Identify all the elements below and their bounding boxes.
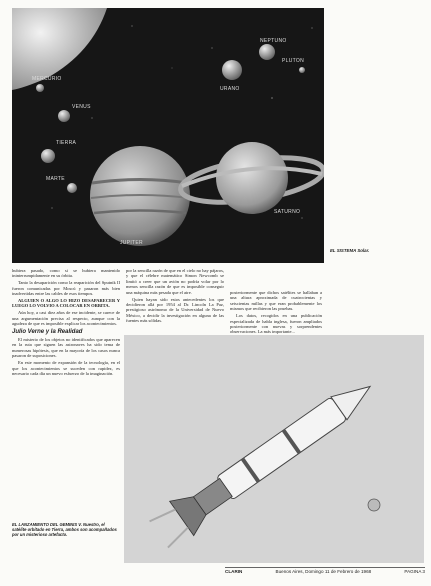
col1-para-6: En este momento de expansión de la tecnología, en el que los acontecimientos se suceden con rapidez, es necesario cada día un nuevo esfuerzo de la imaginación.	[12, 360, 120, 376]
top-caption	[330, 248, 422, 254]
jupiter-planet	[90, 146, 190, 246]
col1-para-4: Aún hoy, a casi diez años de ese incidente, se carece de una argumentación precisa al respecto, aunque con la agudeza de que es imposible explicar los acontecimientos.	[12, 310, 120, 327]
mars-planet	[67, 183, 77, 193]
col1-para-1: hubiera pasado, como si se hubiera mantenido ininterrumpidamente en su órbita.	[12, 268, 120, 279]
col2-para-2: Quien hayan sido estos antecedentes los que decidieron allá por 1954 al Dr. Lincoln La Paz, prestigioso astrónomo de la Universidad de Nuevo México, a decidir la investigación en alguna de las fuentes más sólidas.	[126, 296, 224, 324]
mercury-planet	[36, 84, 44, 92]
col3-para-1: posteriormente que dichos satélites se hallaban a una altura aproximada de cuatrocientas y seiscientas millas y que eran probablemente los mismos que recibieron las pruebas.	[230, 290, 322, 312]
solar-system-illustration	[12, 8, 324, 263]
bottom-caption	[12, 522, 120, 538]
footer-brand: CLARIN	[225, 569, 243, 574]
bottom-caption-text: EL LANZAMIENTO DEL GEMINIS V. Nuestro, el satélite orbitado en Tierra, ambos son acompañados por un misterioso artefacto.	[12, 522, 117, 538]
label-mars: MARTE	[46, 176, 65, 182]
pluto-planet	[299, 67, 305, 73]
label-saturn: SATURNO	[274, 209, 301, 215]
col3-para-2: Los datos, recogidos en una publicación especializada de habla inglesa, fueron ampliados posteriormente con nuevas y sorprendentes observaciones. La más importante...	[230, 313, 322, 335]
footer-page: PAGINA 3	[404, 569, 425, 574]
article-column-2	[126, 268, 224, 325]
label-earth: TIERRA	[56, 140, 77, 146]
label-neptune: NEPTUNO	[260, 38, 287, 44]
venus-planet	[58, 110, 70, 122]
label-jupiter: JUPITER	[120, 240, 143, 246]
footer-info: Buenos Aires, Domingo 11 de Febrero de 1968	[275, 569, 372, 574]
col1-para-3: ALGUIEN O ALGO LO HIZO DESAPARECER Y LUEGO LO VOLVIO A COLOCAR EN ORBITA.	[12, 298, 120, 309]
col1-para-2: Tanto la desaparición como la reaparición del Sputnik II fueron comunicadas por Moscú y pasaron más bien inadvertidas entre las cables de esos tiempos.	[12, 280, 120, 297]
label-venus: VENUS	[72, 104, 91, 110]
label-uranus: URANO	[220, 86, 240, 92]
spacecraft-svg	[124, 335, 424, 563]
col2-para-1: por la sencilla razón de que en el cielo no hay pájaros, y que el célebre matemático Simon Newcomb se limitó a creer que un avión no podría volar por lo menos sencilla razón de que es imposible conseguir una máquina más pesada que el aire.	[126, 268, 224, 295]
solar-system-svg	[12, 8, 324, 263]
earth-planet	[41, 149, 55, 163]
neptune-planet	[259, 44, 275, 60]
col1-para-5: El misterio de los objetos no identificados que aparecen en la ruta que siguen las astronaves ha sido tema de numerosas hipótesis, que en la mayoría de los casos nunca pasaron de suposiciones.	[12, 336, 120, 359]
article-column-3	[230, 290, 322, 336]
label-pluto: PLUTON	[282, 58, 304, 64]
top-caption-text: EL SISTEMA Solar.	[330, 248, 370, 253]
label-mercury: MERCURIO	[32, 76, 62, 82]
article-column-1	[12, 268, 120, 378]
uranus-planet	[222, 60, 242, 80]
page-footer	[225, 567, 425, 574]
spacecraft-illustration	[124, 335, 424, 563]
section-subheading: Julio Verne y la Realidad	[12, 328, 83, 335]
